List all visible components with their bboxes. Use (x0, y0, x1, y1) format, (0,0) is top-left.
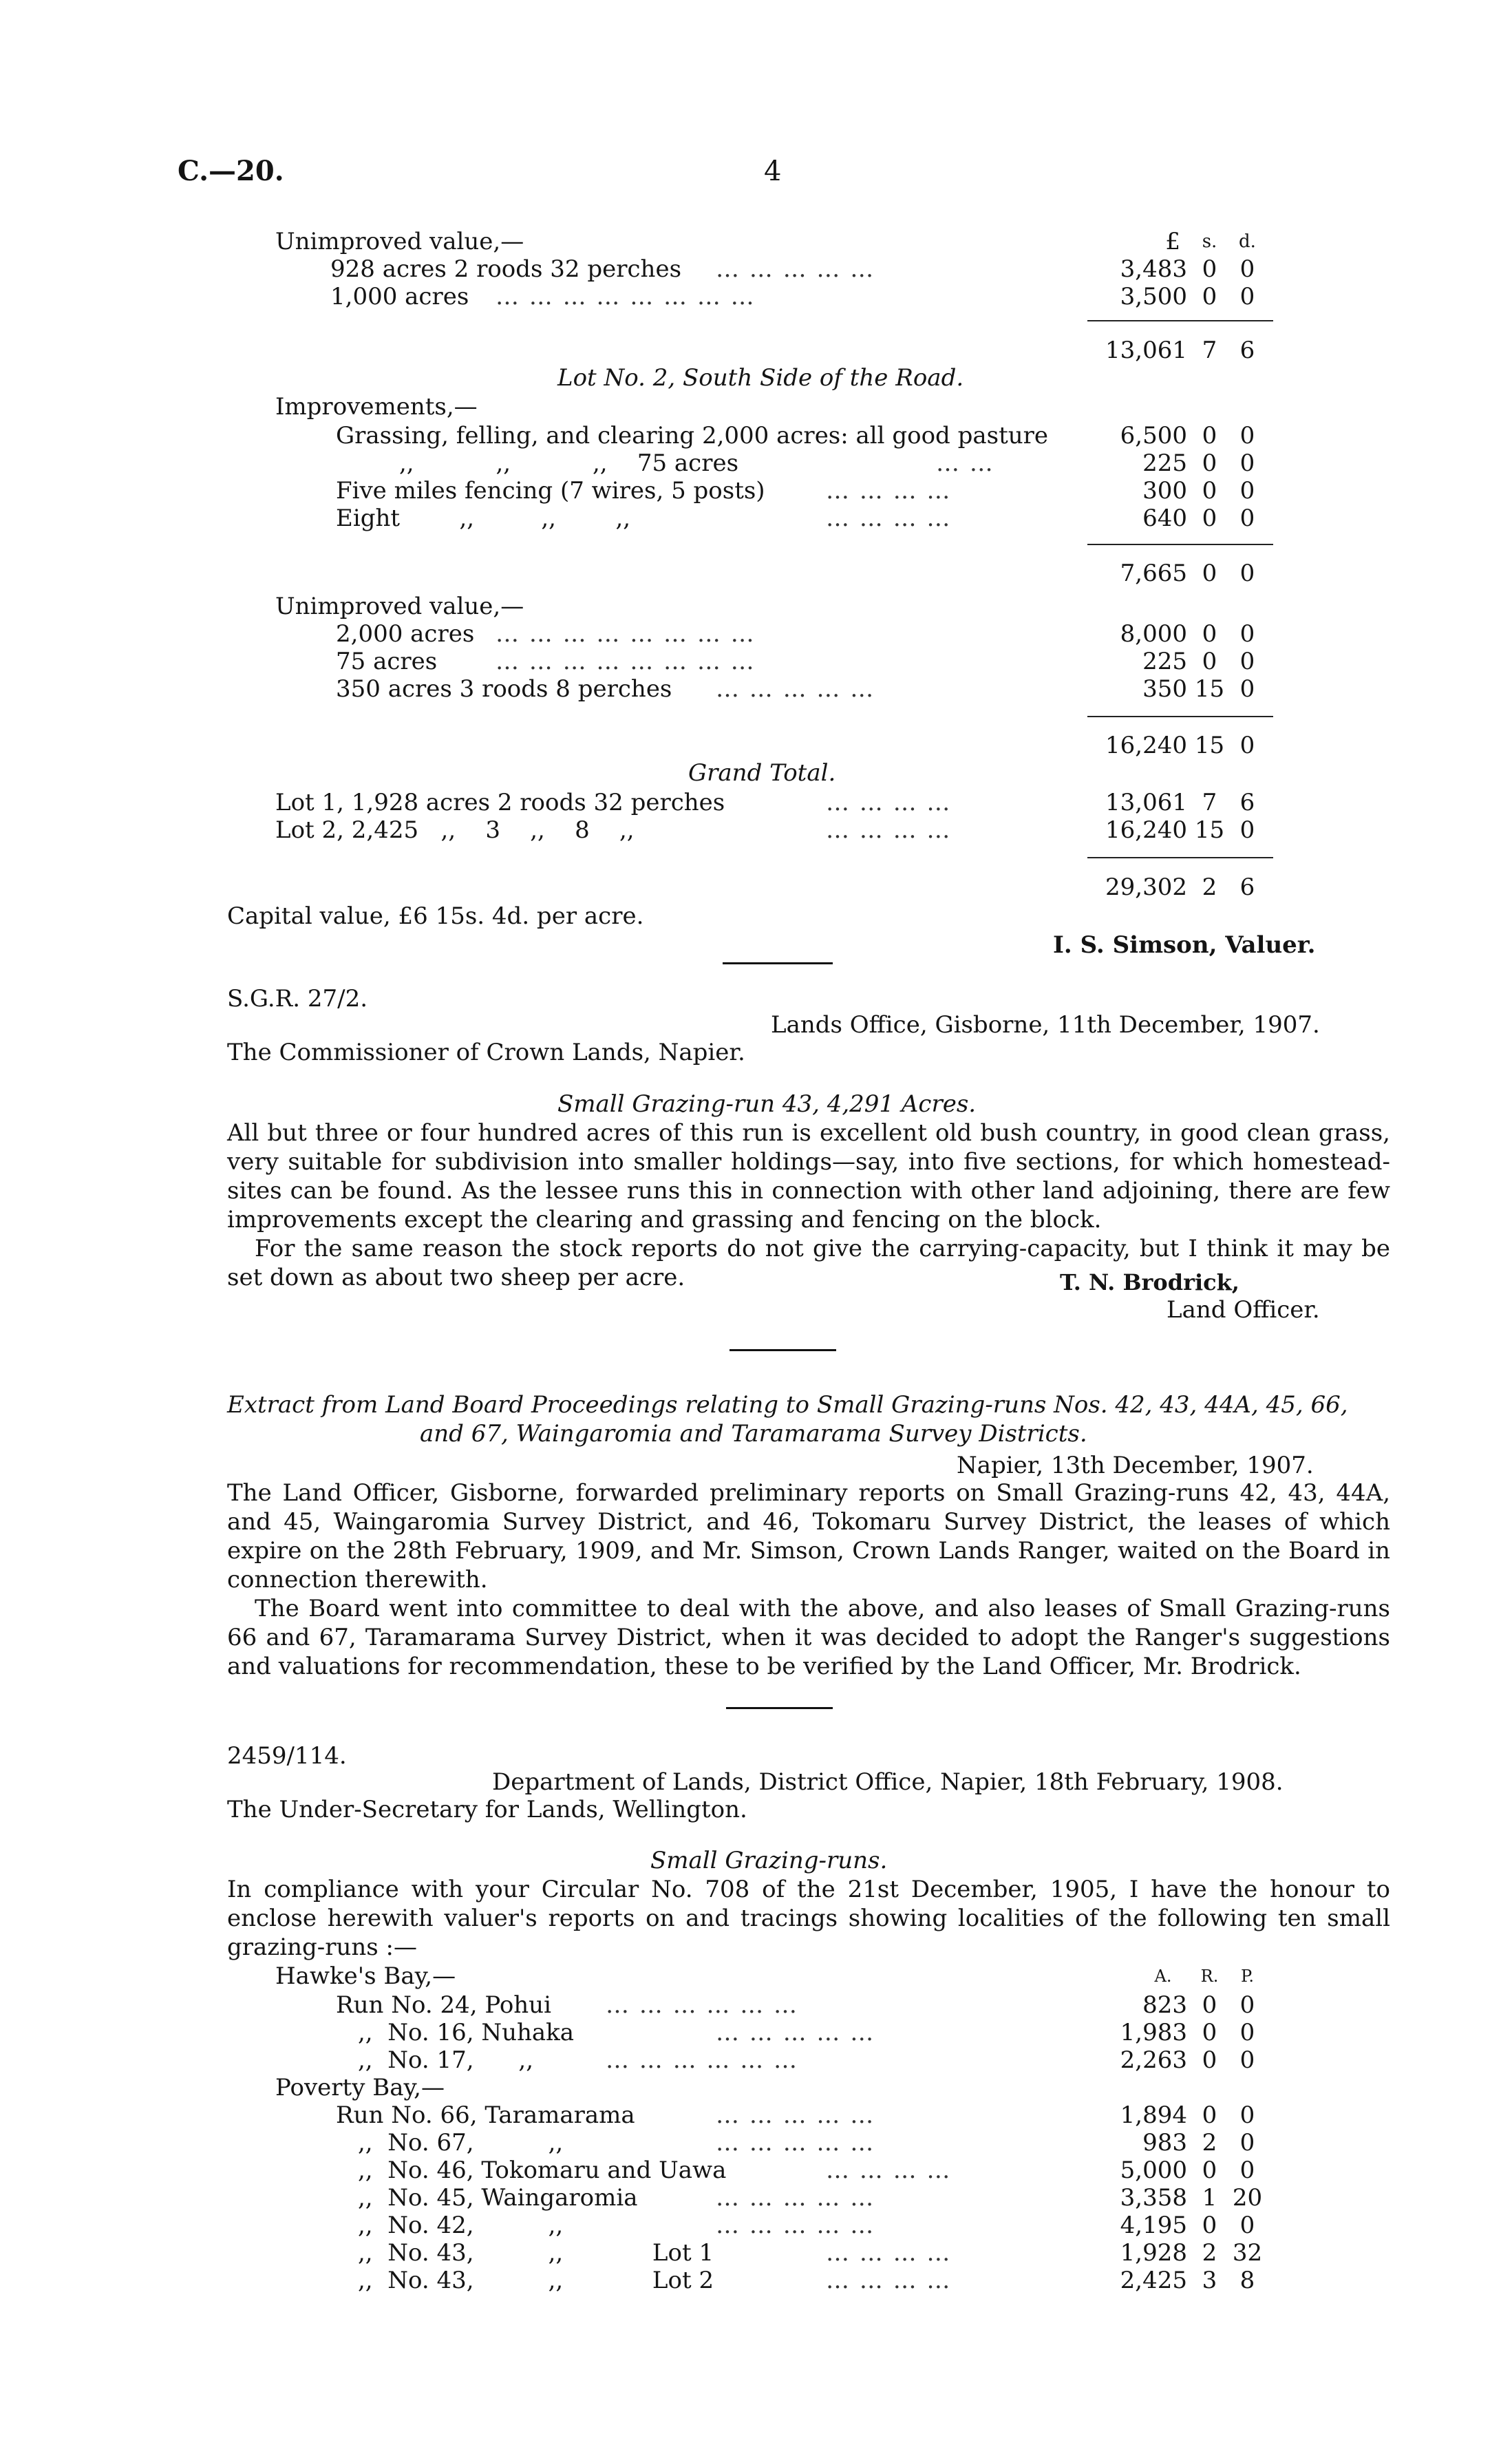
paragraph: For the same reason the stock reports do not give the carrying-capacity, but I think it may be set down as about two sheep per acre. (227, 1235, 1390, 1291)
group-heading: Hawke's Bay,— (275, 1962, 456, 1990)
unimproved-value-heading: Unimproved value,— (275, 593, 524, 620)
shillings-header: s. (1202, 231, 1217, 252)
valuation-row: Lot 1, 1,928 acres 2 roods 32 perches … … … … 13,061 7 6 (275, 789, 1255, 816)
improvements-heading: Improvements,— (275, 393, 478, 421)
signer-name: T. N. Brodrick, (1060, 1269, 1239, 1295)
extract-place-date: Napier, 13th December, 1907. (957, 1452, 1314, 1479)
letter-reference: S.G.R. 27/2. (227, 985, 368, 1013)
valuation-row: 75 acres … … … … … … … … 225 0 0 (336, 648, 1255, 675)
section-divider (726, 1707, 833, 1709)
run-row: ,, No. 45, Waingaromia … … … … … 3,358 1 20 (358, 2184, 1263, 2212)
valuation-row: Grassing, felling, and clearing 2,000 acres: all good pasture 6,500 0 0 (336, 422, 1255, 449)
valuation-row: Eight ,, ,, ,, … … … … 640 0 0 (336, 505, 1255, 532)
document-reference: C.—20. (178, 155, 284, 187)
page-number: 4 (764, 156, 782, 187)
valuer-signature: I. S. Simson, Valuer. (1053, 931, 1316, 959)
money-column-headers (0, 227, 1512, 256)
letter-body (227, 1119, 1390, 1292)
run-row: ,, No. 16, Nuhaka … … … … … 1,983 0 0 (358, 2019, 1255, 2046)
letter-place-date: Lands Office, Gisborne, 11th December, 1907. (771, 1011, 1320, 1039)
capital-value: Capital value, £6 15s. 4d. per acre. (227, 902, 644, 930)
section-divider (723, 962, 833, 964)
grand-total-title: Grand Total. (688, 759, 836, 787)
run-row: Run No. 24, Pohui … … … … … … 823 0 0 (336, 1991, 1255, 2019)
letter-reference: 2459/114. (227, 1742, 347, 1770)
paragraph: The Land Officer, Gisborne, forwarded preliminary reports on Small Grazing-runs 42, 43, 44A, and 45, Waingaromia Survey District, and 46, Tokomaru Survey District, the leases of which expire on the 28th February, 1909, and Mr. Simson, Crown Lands Ranger, waited on the Board in connection therewith. (227, 1479, 1390, 1593)
letter-addressee: The Commissioner of Crown Lands, Napier. (227, 1039, 745, 1066)
letter-place-date: Department of Lands, District Office, Napier, 18th February, 1908. (492, 1768, 1284, 1796)
run-row: ,, No. 17, ,, … … … … … … 2,263 0 0 (358, 2046, 1255, 2074)
lot2-total-row: 16,240 15 0 (1105, 732, 1255, 759)
valuation-row: Five miles fencing (7 wires, 5 posts) … … … … 300 0 0 (336, 477, 1255, 505)
valuation-row: Lot 2, 2,425 ,, 3 ,, 8 ,, … … … … 16,240 15 0 (275, 816, 1255, 844)
group-heading: Poverty Bay,— (275, 2074, 445, 2101)
extract-title-line-1: Extract from Land Board Proceedings relating to Small Grazing-runs Nos. 42, 43, 44A, 45, 66, (227, 1391, 1348, 1419)
sum-rule (1087, 857, 1273, 858)
letter-addressee: The Under-Secretary for Lands, Wellington. (227, 1796, 747, 1823)
lot2-title: Lot No. 2, South Side of the Road. (557, 364, 964, 392)
run-row: ,, No. 67, ,, … … … … … 983 2 0 (358, 2129, 1255, 2157)
valuation-row: 1,000 acres … … … … … … … … 3,500 0 0 (330, 283, 1255, 310)
run-row: ,, No. 42, ,, … … … … … 4,195 0 0 (358, 2212, 1255, 2239)
paragraph: The Board went into committee to deal with the above, and also leases of Small Grazing-runs 66 and 67, Taramarama Survey District, when it was decided to adopt the Ranger's suggestions and valuations for recommendation, these to be verified by the Land Officer, Mr. Brodrick. (227, 1595, 1390, 1680)
letter-body (227, 1875, 1390, 1962)
sum-rule (1087, 544, 1273, 545)
run-row: Run No. 66, Taramarama … … … … … 1,894 0 0 (336, 2101, 1255, 2129)
valuation-row: 928 acres 2 roods 32 perches … … … … … 3,483 0 0 (330, 255, 1255, 283)
signer-title: Land Officer. (1167, 1296, 1320, 1324)
run-row: ,, No. 43, ,, Lot 1 … … … … 1,928 2 32 (358, 2239, 1263, 2267)
extract-title-line-2: and 67, Waingaromia and Taramarama Survey Districts. (420, 1420, 1087, 1448)
pounds-header: £ (1165, 228, 1180, 255)
unimproved-value-heading: Unimproved value,— (275, 228, 524, 255)
paragraph: All but three or four hundred acres of this run is excellent old bush country, in good clean grass, very suitable for subdivision into smaller holdings—say, into five sections, for which homestead-sites can be found. As the lessee runs this in connection with other land adjoining, there are few improvements except the clearing and grassing and fencing on the block. (227, 1119, 1390, 1233)
sum-rule (1087, 320, 1273, 321)
sum-rule (1087, 716, 1273, 717)
letter-title: Small Grazing-run 43, 4,291 Acres. (557, 1090, 977, 1118)
valuation-row: ,, ,, ,, 75 acres … … 225 0 0 (399, 449, 1255, 477)
run-row: ,, No. 46, Tokomaru and Uawa … … … … 5,000 0 0 (358, 2157, 1255, 2184)
run-row: ,, No. 43, ,, Lot 2 … … … … 2,425 3 8 (358, 2267, 1255, 2294)
runs-column-headers: Hawke's Bay,— A. R. P. (275, 1962, 1254, 1990)
grand-total-row: 29,302 2 6 (1105, 873, 1255, 901)
letter-title: Small Grazing-runs. (650, 1847, 888, 1874)
valuation-row: 350 acres 3 roods 8 perches … … … … … 350 15 0 (336, 675, 1255, 703)
paragraph: In compliance with your Circular No. 708 of the 21st December, 1905, I have the honour to enclose herewith valuer's reports on and tracings showing localities of the following ten small grazing-runs :— (227, 1876, 1390, 1961)
improvements-total-row: 7,665 0 0 (1120, 560, 1255, 587)
section-divider (730, 1349, 836, 1351)
valuation-row: 2,000 acres … … … … … … … … 8,000 0 0 (336, 620, 1255, 648)
pence-header: d. (1239, 231, 1256, 252)
extract-body (227, 1479, 1390, 1681)
lot1-total-row: 13,061 7 6 (1105, 337, 1255, 364)
